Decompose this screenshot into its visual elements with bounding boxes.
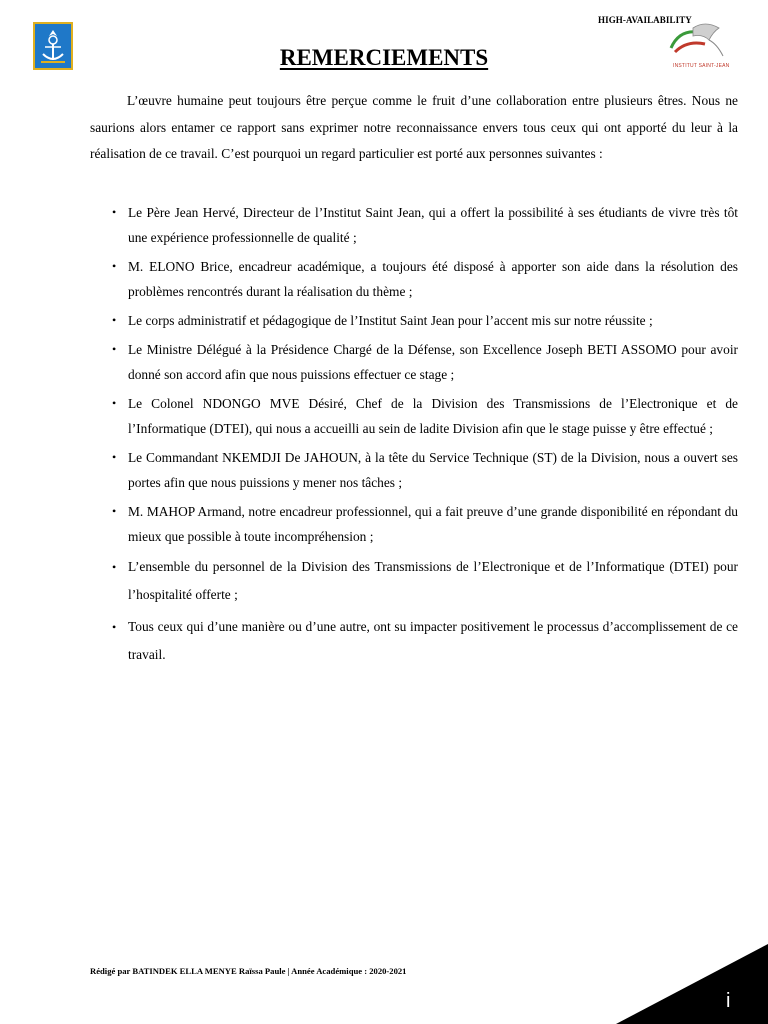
bullet-icon: •: [112, 205, 117, 219]
page-title: REMERCIEMENTS: [279, 45, 489, 70]
corner-triangle: [616, 944, 768, 1024]
list-item: [90, 337, 738, 387]
list-item: [90, 308, 738, 333]
bullet-icon: •: [112, 450, 117, 464]
list-item-text: Tous ceux qui d’une manière ou d’une autre, ont su impacter positivement le processus d’accomplissement de ce travail.: [128, 619, 738, 662]
bullet-icon: •: [112, 504, 117, 518]
list-item: [90, 254, 738, 304]
list-item-text: Le corps administratif et pédagogique de l’Institut Saint Jean pour l’accent mis sur notre réussite ;: [128, 313, 653, 328]
list-item-text: Le Colonel NDONGO MVE Désiré, Chef de la Division des Transmissions de l’Electronique et de l’Informatique (DTEI), qui nous a accueilli au sein de ladite Division afin que le stage puisse y être effectué ;: [128, 396, 738, 436]
bullet-icon: •: [112, 560, 117, 574]
bullet-icon: •: [112, 396, 117, 410]
list-item-text: M. MAHOP Armand, notre encadreur professionnel, qui a fait preuve d’une grande disponibilité en répondant du mieux que possible à toute incompréhension ;: [128, 504, 738, 544]
list-item: [90, 200, 738, 250]
page-number: i: [726, 990, 731, 1012]
list-item: [90, 391, 738, 441]
acknowledgement-list: [90, 200, 738, 673]
list-item-text: M. ELONO Brice, encadreur académique, a toujours été disposé à apporter son aide dans la résolution des problèmes rencontrés durant la réalisation du thème ;: [128, 259, 738, 299]
bullet-icon: •: [112, 259, 117, 273]
bullet-icon: •: [112, 620, 117, 634]
list-item: [90, 499, 738, 549]
list-item-text: Le Père Jean Hervé, Directeur de l’Institut Saint Jean, qui a offert la possibilité à ses étudiants de vivre très tôt une expérience professionnelle de qualité ;: [128, 205, 738, 245]
header-tag: HIGH-AVAILABILITY: [598, 15, 692, 25]
bullet-icon: •: [112, 342, 117, 356]
page-footer: Rédigé par BATINDEK ELLA MENYE Raïssa Paule | Année Académique : 2020-2021: [90, 966, 407, 976]
institute-logo-caption: INSTITUT SAINT-JEAN: [673, 63, 730, 69]
list-item: [90, 613, 738, 669]
bullet-icon: •: [112, 313, 117, 327]
intro-paragraph: L’œuvre humaine peut toujours être perçue comme le fruit d’une collaboration entre plusieurs êtres. Nous ne saurions alors entamer ce rapport sans exprimer notre reconnaissance envers tous ceux qui ont apporté du leur à la réalisation de ce travail. C’est pourquoi un regard particulier est porté aux personnes suivantes :: [90, 93, 738, 161]
list-item: [90, 553, 738, 609]
list-item: [90, 445, 738, 495]
list-item-text: L’ensemble du personnel de la Division des Transmissions de l’Electronique et de l’Informatique (DTEI) pour l’hospitalité offerte ;: [128, 559, 738, 602]
list-item-text: Le Commandant NKEMDJI De JAHOUN, à la tête du Service Technique (ST) de la Division, nous a ouvert ses portes afin que nous puissions y mener nos tâches ;: [128, 450, 738, 490]
list-item-text: Le Ministre Délégué à la Présidence Chargé de la Défense, son Excellence Joseph BETI ASSOMO pour avoir donné son accord afin que nous puissions effectuer ce stage ;: [128, 342, 738, 382]
